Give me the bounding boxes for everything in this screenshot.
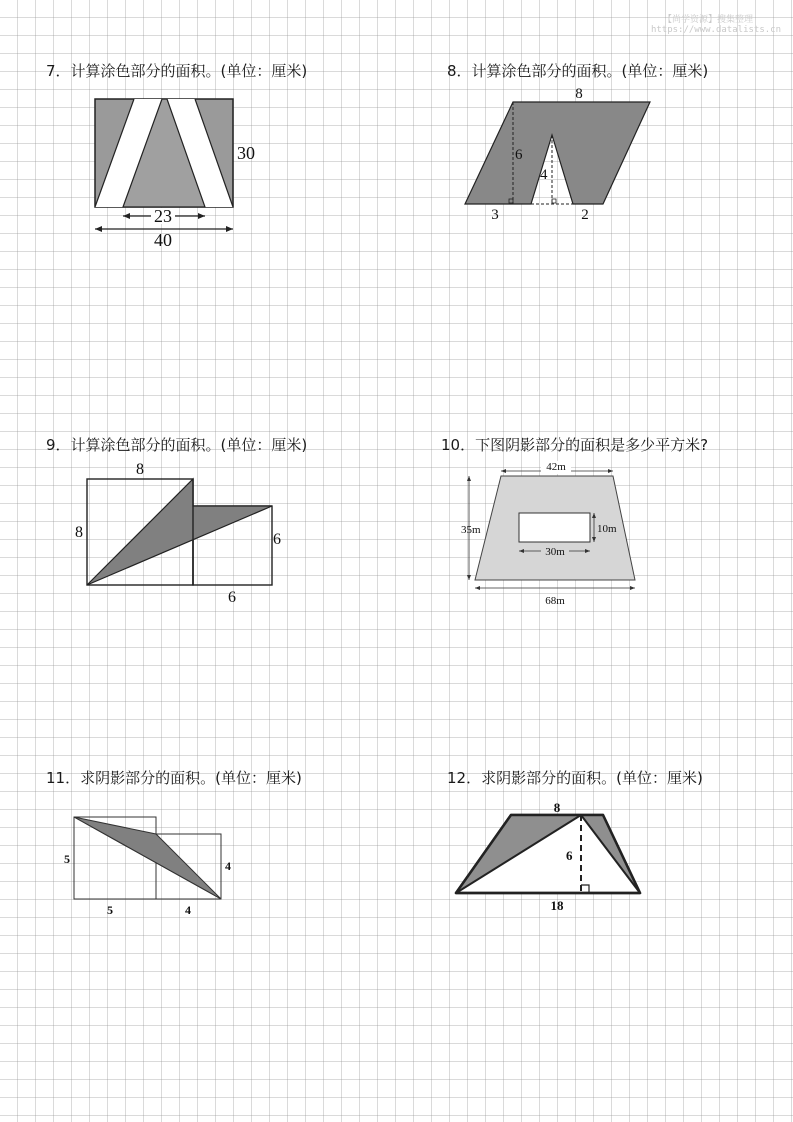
label-11-left: 5	[64, 852, 70, 866]
label-12-top: 8	[553, 800, 561, 815]
problem-9-title: 9．计算涂色部分的面积。(单位：厘米)	[46, 436, 308, 454]
problem-10-figure	[455, 456, 655, 611]
label-9-right: 6	[273, 531, 281, 548]
label-8-height: 6	[515, 147, 523, 163]
problem-12-figure	[445, 798, 655, 918]
label-7-side: 30	[237, 143, 255, 163]
problem-12-title: 12．求阴影部分的面积。(单位：厘米)	[447, 769, 703, 787]
label-11-right: 4	[225, 859, 231, 873]
problem-7-figure	[85, 92, 285, 252]
label-8-top: 8	[575, 86, 583, 102]
label-10-rect-h: 10m	[597, 523, 617, 535]
label-9-top: 8	[136, 461, 144, 478]
problem-10-title: 10．下图阴影部分的面积是多少平方米?	[441, 436, 709, 454]
label-10-rect-w: 30m	[545, 546, 565, 558]
label-10-bottom: 68m	[545, 595, 565, 607]
label-9-bottom: 6	[228, 589, 236, 606]
label-7-inner: 23	[154, 206, 172, 226]
label-7-bottom: 40	[154, 230, 172, 250]
label-11-bottom-left: 5	[107, 903, 113, 917]
label-8-right-base: 2	[581, 207, 589, 223]
label-9-left: 8	[75, 524, 83, 541]
problem-7-title: 7．计算涂色部分的面积。(单位：厘米)	[46, 62, 308, 80]
watermark-url: https://www.datalists.cn	[650, 25, 781, 35]
problem-8-figure	[455, 80, 665, 230]
problem-11-figure	[60, 810, 245, 925]
label-10-left: 35m	[461, 524, 481, 536]
problem-8-title: 8．计算涂色部分的面积。(单位：厘米)	[447, 62, 709, 80]
problem-9-figure	[70, 458, 295, 608]
label-8-inner-height: 4	[540, 167, 548, 183]
label-11-bottom-right: 4	[185, 903, 191, 917]
problem-11-title: 11．求阴影部分的面积。(单位：厘米)	[46, 769, 302, 787]
label-12-height: 6	[566, 848, 573, 863]
label-8-left-base: 3	[491, 207, 499, 223]
watermark-title: 【尚学资源】搜集整理	[662, 15, 753, 25]
label-12-bottom: 18	[550, 898, 564, 913]
label-10-top: 42m	[546, 461, 566, 473]
